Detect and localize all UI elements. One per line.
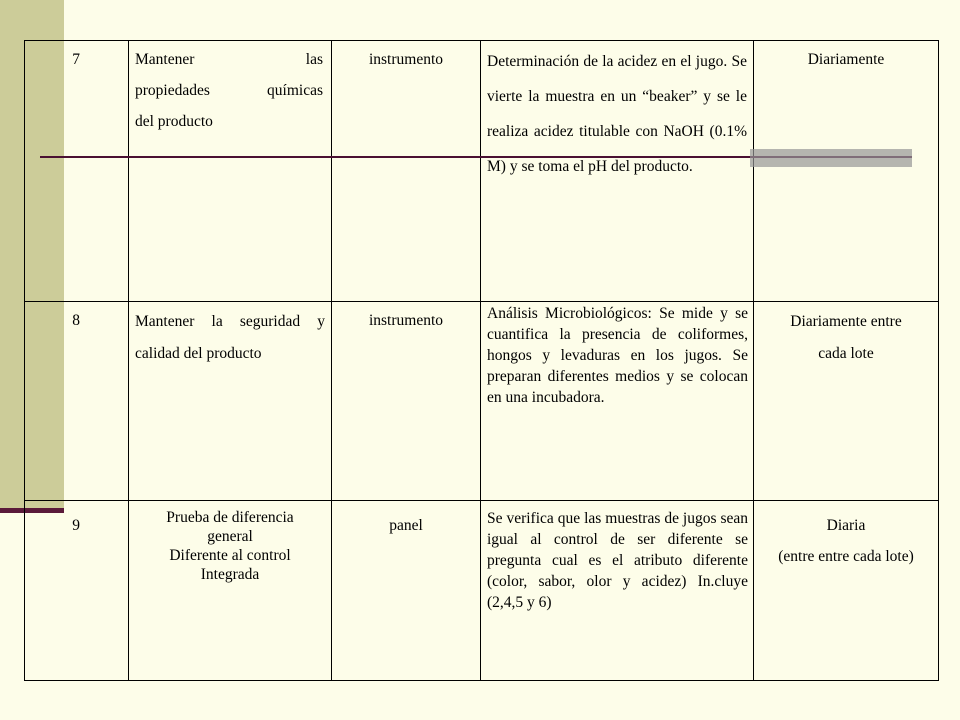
objective-line: Integrada bbox=[200, 566, 260, 583]
frequency-cell bbox=[754, 306, 938, 370]
objective-line: Mantener las bbox=[135, 51, 323, 68]
objective-line: Mantener la seguridad y bbox=[135, 313, 325, 330]
frequency-line: (entre entre cada lote) bbox=[778, 548, 914, 565]
objective-cell bbox=[129, 508, 331, 584]
column-divider bbox=[128, 40, 129, 681]
frequency-line: Diariamente bbox=[807, 51, 885, 68]
objective-cell bbox=[135, 44, 323, 137]
objective-line: Prueba de diferencia bbox=[166, 509, 294, 526]
method-cell: Determinación de la acidez en el jugo. Se vierte la muestra en un “beaker” y se le realiza acidez titulable con NaOH (0.1% M) y se toma el pH del producto. bbox=[487, 53, 747, 175]
row-divider bbox=[24, 500, 939, 501]
objective-line: propiedades químicas bbox=[135, 82, 323, 99]
objective-line: del producto bbox=[135, 113, 213, 130]
objective-line: Diferente al control bbox=[169, 547, 291, 564]
type-cell: instrumento bbox=[368, 51, 444, 68]
method-cell: Análisis Microbiológicos: Se mide y se cuantifica la presencia de coliformes, hongos y levaduras en los jugos. Se preparan diferentes medios y se colocan en una incubadora. bbox=[487, 305, 748, 406]
frequency-cell bbox=[754, 510, 938, 572]
type-cell: panel bbox=[389, 517, 423, 534]
column-divider bbox=[331, 40, 332, 681]
decorative-overlay-box bbox=[750, 149, 912, 167]
frequency-line: Diaria bbox=[826, 517, 866, 534]
row-number: 8 bbox=[72, 312, 80, 329]
method-cell: Se verifica que las muestras de jugos sean igual al control de ser diferente se pregunta cual es el atributo diferente (color, sabor, olor y acidez) In.cluye (2,4,5 y 6) bbox=[487, 510, 748, 611]
objective-line: general bbox=[207, 528, 253, 545]
type-cell: instrumento bbox=[368, 312, 444, 329]
objective-line: calidad del producto bbox=[135, 345, 262, 362]
row-number: 9 bbox=[72, 517, 80, 534]
frequency-line: cada lote bbox=[818, 345, 874, 362]
objective-cell bbox=[135, 306, 325, 370]
frequency-cell bbox=[754, 44, 938, 75]
row-number: 7 bbox=[72, 51, 80, 68]
frequency-line: Diariamente entre bbox=[790, 313, 902, 330]
column-divider bbox=[480, 40, 481, 681]
row-divider bbox=[24, 301, 939, 302]
